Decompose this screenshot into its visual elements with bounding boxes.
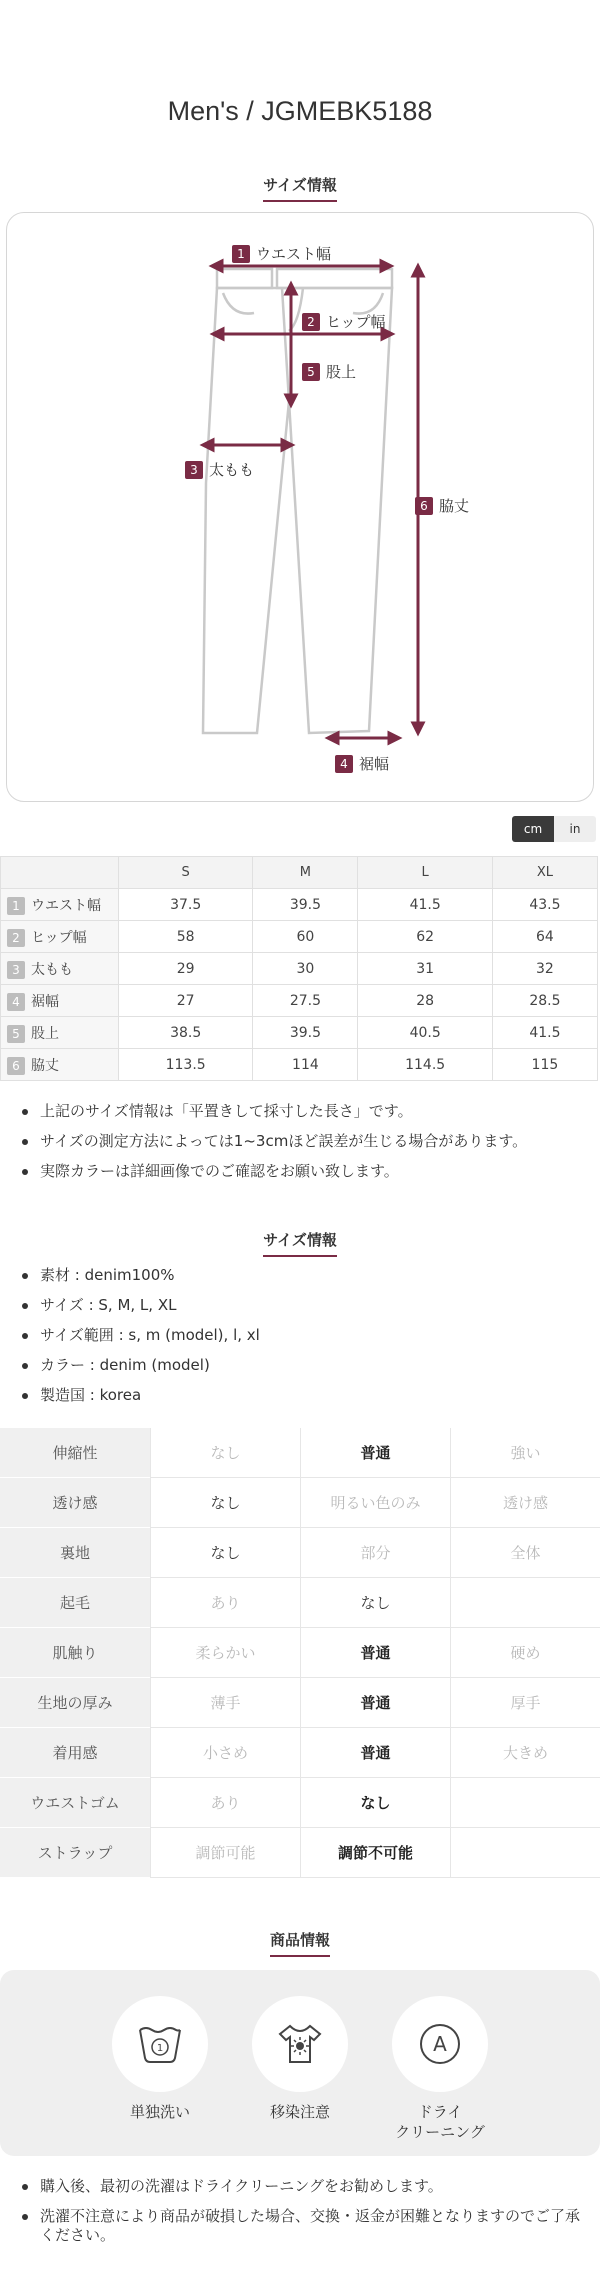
diagram-label-text: 股上 <box>326 363 357 381</box>
attribute-key: 肌触り <box>0 1628 150 1678</box>
diagram-label-text: ウエスト幅 <box>256 245 332 263</box>
size-cell: 30 <box>253 953 358 985</box>
size-cell: 28.5 <box>492 985 597 1017</box>
diagram-label <box>185 459 254 480</box>
dry-clean-icon <box>392 1996 488 2092</box>
attribute-option <box>450 1828 600 1878</box>
spec-item: サイズ範囲 : s, m (model), l, xl <box>22 1326 582 1345</box>
diagram-label-number: 1 <box>232 245 250 263</box>
attribute-option: 普通 <box>300 1428 450 1478</box>
size-table-row <box>1 921 598 953</box>
size-header-l: L <box>358 857 492 889</box>
size-cell: 27.5 <box>253 985 358 1017</box>
attribute-option: 調節可能 <box>150 1828 300 1878</box>
attribute-key: ウエストゴム <box>0 1778 150 1828</box>
attribute-option: 明るい色のみ <box>300 1478 450 1528</box>
size-cell: 27 <box>119 985 253 1017</box>
attribute-option: 透け感 <box>450 1478 600 1528</box>
size-cell: 62 <box>358 921 492 953</box>
size-cell: 40.5 <box>358 1017 492 1049</box>
size-cell: 29 <box>119 953 253 985</box>
size-cell: 64 <box>492 921 597 953</box>
size-row-label-text: ヒップ幅 <box>31 929 87 946</box>
pants-diagram <box>6 212 594 802</box>
size-row-number: 1 <box>7 897 25 915</box>
size-row-label <box>1 1017 119 1049</box>
size-row-number: 4 <box>7 993 25 1011</box>
attribute-key: 裏地 <box>0 1528 150 1578</box>
size-cell: 60 <box>253 921 358 953</box>
attribute-key: 透け感 <box>0 1478 150 1528</box>
size-table-row <box>1 953 598 985</box>
size-cell: 31 <box>358 953 492 985</box>
spec-item: サイズ : S, M, L, XL <box>22 1296 582 1315</box>
diagram-label-text: ヒップ幅 <box>326 313 386 331</box>
care-note: 洗濯不注意により商品が破損した場合、交換・返金が困難となりますのでご了承ください。 <box>22 2207 582 2245</box>
size-row-label-text: 股上 <box>31 1025 59 1042</box>
svg-text:A: A <box>433 2032 447 2056</box>
diagram-label <box>302 311 386 332</box>
size-note: サイズの測定方法によっては1~3cmほど誤差が生じる場合があります。 <box>22 1132 582 1151</box>
size-cell: 115 <box>492 1049 597 1081</box>
size-note: 実際カラーは詳細画像でのご確認をお願い致します。 <box>22 1162 582 1181</box>
attribute-row <box>0 1678 600 1728</box>
size-info-heading-2: サイズ情報 <box>0 1229 600 1257</box>
size-row-label-text: 太もも <box>31 961 73 978</box>
size-row-label-text: 脇丈 <box>31 1057 59 1074</box>
care-item-dry-clean <box>380 1996 500 2142</box>
care-note: 購入後、最初の洗濯はドライクリーニングをお勧めします。 <box>22 2177 582 2196</box>
size-row-label <box>1 985 119 1017</box>
size-cell: 39.5 <box>253 1017 358 1049</box>
product-info-heading: 商品情報 <box>0 1929 600 1957</box>
size-cell: 41.5 <box>358 889 492 921</box>
size-table <box>0 856 598 1081</box>
size-row-number: 2 <box>7 929 25 947</box>
size-table-row <box>1 889 598 921</box>
attribute-option: 部分 <box>300 1528 450 1578</box>
diagram-label <box>232 243 331 264</box>
attribute-key: 伸縮性 <box>0 1428 150 1478</box>
diagram-label-number: 5 <box>302 363 320 381</box>
diagram-label-number: 6 <box>415 497 433 515</box>
size-table-row <box>1 1049 598 1081</box>
diagram-label-number: 2 <box>302 313 320 331</box>
diagram-label-text: 脇丈 <box>439 497 470 515</box>
size-cell: 32 <box>492 953 597 985</box>
diagram-label <box>415 495 469 516</box>
attribute-option: 厚手 <box>450 1678 600 1728</box>
size-row-number: 5 <box>7 1025 25 1043</box>
attribute-option: 普通 <box>300 1728 450 1778</box>
size-row-number: 3 <box>7 961 25 979</box>
attribute-option: 全体 <box>450 1528 600 1578</box>
pants-outline <box>203 269 392 733</box>
size-row-label <box>1 953 119 985</box>
size-row-label <box>1 889 119 921</box>
pants-diagram-svg <box>7 213 595 803</box>
attribute-option <box>450 1578 600 1628</box>
size-note: 上記のサイズ情報は「平置きして採寸した長さ」です。 <box>22 1102 582 1121</box>
attribute-option: 強い <box>450 1428 600 1478</box>
size-table-row <box>1 1017 598 1049</box>
size-cell: 114.5 <box>358 1049 492 1081</box>
diagram-label-number: 3 <box>185 461 203 479</box>
size-cell: 114 <box>253 1049 358 1081</box>
attribute-option: 小さめ <box>150 1728 300 1778</box>
size-header-s: S <box>119 857 253 889</box>
size-row-label <box>1 1049 119 1081</box>
attribute-option: 調節不可能 <box>300 1828 450 1878</box>
attribute-option: 柔らかい <box>150 1628 300 1678</box>
product-title: Men's / JGMEBK5188 <box>167 96 433 126</box>
attribute-option: なし <box>300 1778 450 1828</box>
size-row-label-text: ウエスト幅 <box>31 897 101 914</box>
size-table-header <box>1 857 598 889</box>
spec-list <box>22 1266 582 1416</box>
care-item-no-dye-transfer <box>240 1996 360 2122</box>
size-info-heading: サイズ情報 <box>0 174 600 202</box>
attribute-row <box>0 1528 600 1578</box>
attribute-row <box>0 1728 600 1778</box>
diagram-label-text: 太もも <box>209 461 255 479</box>
unit-in-button[interactable]: in <box>554 816 596 842</box>
attribute-option: あり <box>150 1578 300 1628</box>
size-header-blank <box>1 857 119 889</box>
fabric-attribute-table <box>0 1428 600 1878</box>
svg-text:1: 1 <box>156 2043 164 2054</box>
spec-item: 製造国 : korea <box>22 1386 582 1405</box>
attribute-key: 着用感 <box>0 1728 150 1778</box>
care-item-hand-wash <box>100 1996 220 2122</box>
size-header-m: M <box>253 857 358 889</box>
size-header-xl: XL <box>492 857 597 889</box>
size-row-label-text: 裾幅 <box>31 993 59 1010</box>
attribute-option <box>450 1778 600 1828</box>
attribute-row <box>0 1828 600 1878</box>
attribute-key: ストラップ <box>0 1828 150 1878</box>
diagram-label-text: 裾幅 <box>359 755 390 773</box>
size-row-number: 6 <box>7 1057 25 1075</box>
care-notes <box>22 2177 582 2256</box>
size-notes <box>22 1102 582 1192</box>
size-cell: 113.5 <box>119 1049 253 1081</box>
attribute-row <box>0 1428 600 1478</box>
diagram-label <box>335 753 389 774</box>
attribute-option: なし <box>150 1528 300 1578</box>
hand-wash-icon <box>112 1996 208 2092</box>
size-row-label <box>1 921 119 953</box>
care-label: 移染注意 <box>269 2103 330 2121</box>
attribute-option: 普通 <box>300 1628 450 1678</box>
attribute-option: あり <box>150 1778 300 1828</box>
attribute-row <box>0 1578 600 1628</box>
care-instructions <box>0 1970 600 2156</box>
care-label: 単独洗い <box>129 2103 190 2121</box>
attribute-key: 起毛 <box>0 1578 150 1628</box>
size-cell: 58 <box>119 921 253 953</box>
unit-cm-button[interactable]: cm <box>512 816 554 842</box>
size-cell: 39.5 <box>253 889 358 921</box>
attribute-row <box>0 1478 600 1528</box>
spec-item: 素材 : denim100% <box>22 1266 582 1285</box>
no-dye-transfer-icon <box>252 1996 348 2092</box>
unit-toggle[interactable] <box>512 816 596 842</box>
spec-item: カラー : denim (model) <box>22 1356 582 1375</box>
attribute-option: 薄手 <box>150 1678 300 1728</box>
attribute-option: 硬め <box>450 1628 600 1678</box>
attribute-option: なし <box>150 1478 300 1528</box>
size-table-row <box>1 985 598 1017</box>
attribute-option: 普通 <box>300 1678 450 1728</box>
attribute-option: なし <box>150 1428 300 1478</box>
size-cell: 37.5 <box>119 889 253 921</box>
size-cell: 38.5 <box>119 1017 253 1049</box>
attribute-option: なし <box>300 1578 450 1628</box>
size-cell: 43.5 <box>492 889 597 921</box>
attribute-option: 大きめ <box>450 1728 600 1778</box>
attribute-row <box>0 1778 600 1828</box>
attribute-key: 生地の厚み <box>0 1678 150 1728</box>
diagram-label-number: 4 <box>335 755 353 773</box>
size-cell: 28 <box>358 985 492 1017</box>
size-cell: 41.5 <box>492 1017 597 1049</box>
care-label: ドライ クリーニング <box>395 2103 485 2141</box>
diagram-label <box>302 361 356 382</box>
attribute-row <box>0 1628 600 1678</box>
